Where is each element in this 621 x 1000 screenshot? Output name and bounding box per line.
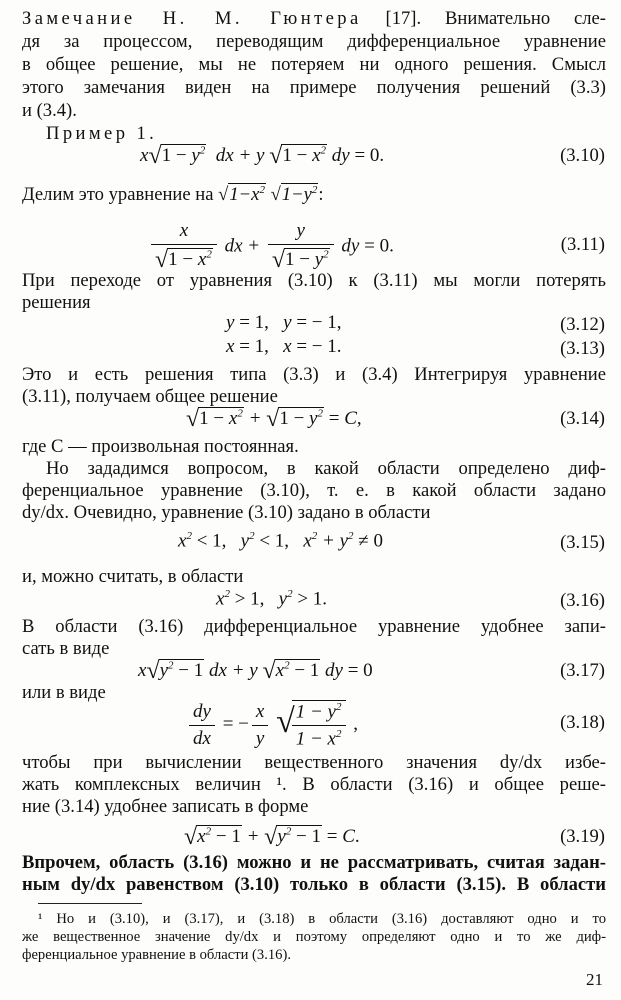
equation-3-16: $x^2 > 1$, $y^2 > 1$. (3.16) bbox=[216, 588, 605, 611]
body-text: [17]. Внимательно сле- bbox=[361, 8, 606, 29]
body-line: решения bbox=[22, 292, 91, 313]
body-line: dy/dx. Очевидно, уравнение (3.10) задано в области bbox=[22, 502, 431, 523]
body-line: При переходе от уравнения (3.10) к (3.11) мы могли потерять bbox=[22, 270, 606, 291]
body-line: дя за процессом, переводящим дифференциальное уравнение bbox=[22, 31, 606, 52]
equation-3-15: $x^2 < 1$, $y^2 < 1$, $x^2 + y^2 \ne 0$ (3.15) bbox=[178, 530, 605, 553]
equation-3-19: $√x^2 - 1 + √y^2 - 1 = C$. (3.19) bbox=[184, 824, 605, 850]
equation-number: (3.16) bbox=[560, 590, 605, 611]
body-line: этого замечания виден на примере получения решений (3.3) bbox=[22, 77, 606, 98]
body-line: или в виде bbox=[22, 682, 106, 703]
equation-number: (3.10) bbox=[560, 145, 605, 166]
body-line: Это и есть решения типа (3.3) и (3.4) Интегрируя уравнение bbox=[22, 364, 606, 385]
body-line: Впрочем, область (3.16) можно и не рассматривать, считая задан- bbox=[22, 852, 606, 873]
footnote-line: же вещественное значение dy/dx и поэтому определяют одно и то же диф- bbox=[22, 929, 606, 945]
body-line: Делим это уравнение на $√1-x^2$ $√1-y^2$: bbox=[22, 184, 324, 206]
equation-3-18: $\frac{dy}{dx}$ = − $\frac{x}{y}$ √ $\frac{1 - y^2}{1 - x^2}$ , (3.18) bbox=[0, 700, 621, 748]
body-text: Делим это уравнение на bbox=[22, 184, 214, 206]
body-line: ференциальное уравнение (3.10), т. е. в какой области задано bbox=[22, 480, 606, 501]
page-number: 21 bbox=[586, 970, 603, 989]
body-line: сать в виде bbox=[22, 638, 110, 659]
footnote-rule bbox=[38, 903, 142, 904]
body-line: и, можно считать, в области bbox=[22, 566, 244, 587]
equation-number: (3.17) bbox=[560, 660, 605, 681]
equation-number: (3.15) bbox=[560, 532, 605, 553]
body-line: (3.11), получаем общее решение bbox=[22, 386, 278, 407]
footnote-line: ¹ Но и (3.10), и (3.17), и (3.18) в области (3.16) доставляют одно и то bbox=[38, 911, 606, 927]
equation-3-14: $√1 - x^2 + √1 - y^2 = C$, (3.14) bbox=[186, 406, 605, 432]
footnote-line: ференциальное уравнение в области (3.16). bbox=[22, 947, 291, 963]
body-line: ние (3.14) удобнее записать в форме bbox=[22, 796, 309, 817]
body-line: Но зададимся вопросом, в какой области определено диф- bbox=[46, 458, 606, 479]
equation-3-12: y = 1, y = − 1, (3.12) bbox=[226, 312, 605, 335]
equation-number: (3.19) bbox=[560, 826, 605, 847]
body-line bbox=[22, 8, 606, 29]
body-line: чтобы при вычислении вещественного значения dy/dx избе- bbox=[22, 752, 606, 773]
body-line: где C — произвольная постоянная. bbox=[22, 436, 299, 457]
body-line: ным dy/dx равенством (3.10) только в области (3.15). В области bbox=[22, 874, 606, 895]
equation-number: (3.12) bbox=[560, 314, 605, 335]
example-heading: Пример 1. bbox=[46, 123, 158, 144]
equation-number: (3.18) bbox=[560, 712, 605, 733]
body-line: в общее решение, мы не потеряем ни одного решения. Смысл bbox=[22, 54, 606, 75]
equation-number: (3.13) bbox=[560, 338, 605, 359]
body-line: и (3.4). bbox=[22, 100, 77, 121]
equation-number: (3.14) bbox=[560, 408, 605, 429]
equation-3-10: $x√1 - y^2$ dx + y $√1 - x^2$ dy = 0. (3.10) bbox=[140, 143, 605, 169]
equation-3-13: x = 1, x = − 1. (3.13) bbox=[226, 336, 605, 359]
equation-3-11: $\frac{x}{√1 - x^2}$ dx + $\frac{y}{√1 - y^2}$ dy = 0. (3.11) bbox=[0, 220, 621, 266]
remark-title: Замечание Н. М. Гюнтера bbox=[22, 8, 362, 29]
body-line: В области (3.16) дифференциальное уравнение удобнее запи- bbox=[22, 616, 606, 637]
body-line: жать комплексных величин ¹. В области (3.16) и общее реше- bbox=[22, 774, 606, 795]
equation-number: (3.11) bbox=[560, 234, 605, 255]
equation-3-17: $x√y^2 - 1$ dx + y $√x^2 - 1$ dy = 0 (3.17) bbox=[138, 658, 605, 684]
